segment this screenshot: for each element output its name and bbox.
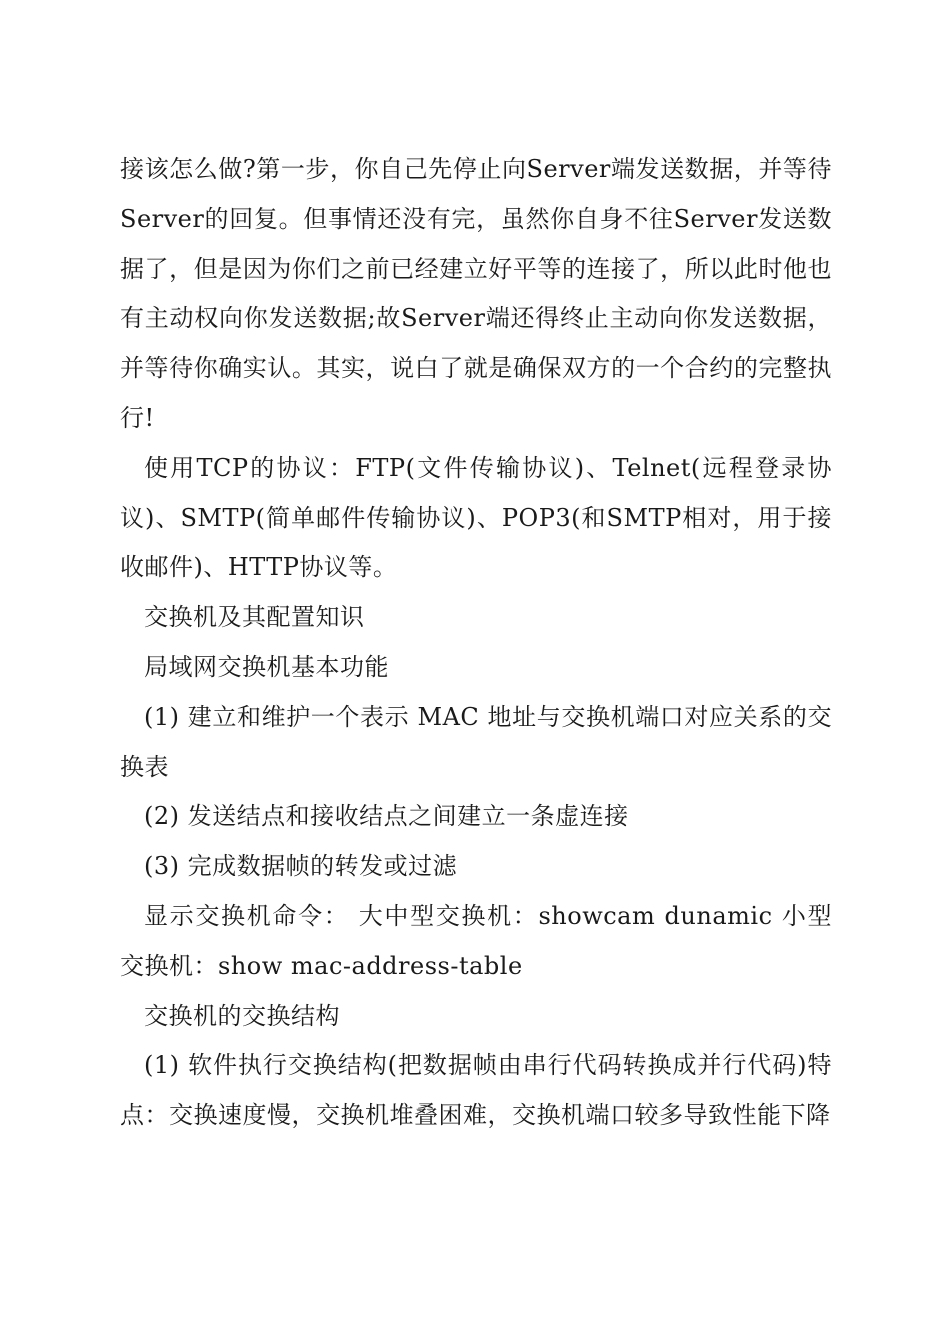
list-item-2: (2) 发送结点和接收结点之间建立一条虚连接 — [144, 802, 629, 831]
heading-lan-switch-functions: 局域网交换机基本功能 — [144, 652, 389, 681]
paragraph-show-commands: 显示交换机命令： 大中型交换机：showcam dunamic 小型交换机：show mac-address-table — [120, 901, 832, 980]
paragraph-software-switching: (1) 软件执行交换结构(把数据帧由串行代码转换成并行代码)特点：交换速度慢，交换机堆叠困难，交换机端口较多导致性能下降 — [120, 1051, 832, 1130]
list-item-3: (3) 完成数据帧的转发或过滤 — [144, 852, 458, 881]
heading-switch-structure: 交换机的交换结构 — [144, 1001, 340, 1030]
paragraph-tcp-close: 接该怎么做?第一步，你自己先停止向Server端发送数据，并等待Server的回复。但事情还没有完，虽然你自身不往Server发送数据了，但是因为你们之前已经建立好平等的连接了，所以此时他也有主动权向你发送数据;故Server端还得终止主动向你发送数据，并等待你确实认。其实，说白了就是确保双方的一个合约的完整执行! — [120, 155, 832, 432]
heading-switch-config: 交换机及其配置知识 — [144, 603, 365, 632]
document-body — [120, 145, 832, 1141]
list-item-1: (1) 建立和维护一个表示 MAC 地址与交换机端口对应关系的交换表 — [120, 702, 832, 781]
paragraph-tcp-protocols: 使用TCP的协议：FTP(文件传输协议)、Telnet(远程登录协议)、SMTP(简单邮件传输协议)、POP3(和SMTP相对，用于接收邮件)、HTTP协议等。 — [120, 453, 832, 582]
